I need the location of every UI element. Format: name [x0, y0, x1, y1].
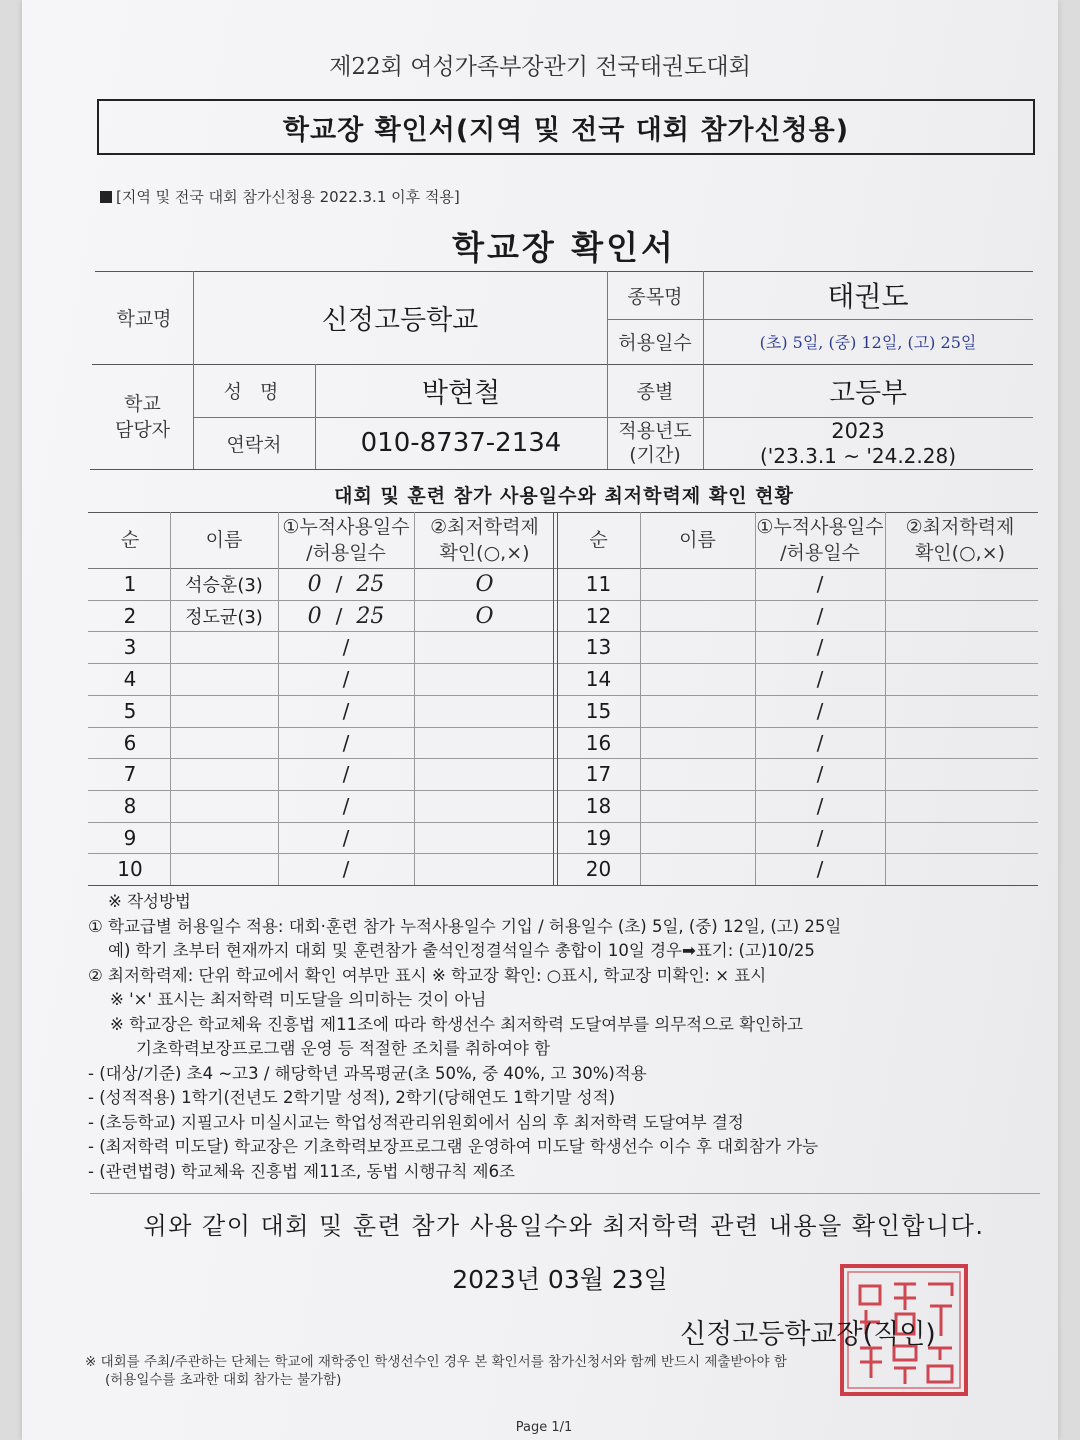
row-name: [640, 822, 755, 854]
header-check: ②최저학력제 확인(○,×): [905, 516, 1015, 564]
seal-label: (직인): [862, 1319, 936, 1350]
allowed-days-label: 허용일수: [618, 332, 692, 354]
manager-name-value: 박현철: [421, 378, 501, 409]
row-days: /: [816, 794, 824, 818]
row-check: [414, 790, 555, 822]
form-title: 학교장 확인서(지역 및 전국 대회 참가신청용): [282, 114, 850, 146]
row-seq: 14: [585, 667, 612, 691]
slash-separator: /: [342, 635, 350, 659]
slash-separator: /: [342, 762, 350, 786]
row-seq: 19: [585, 826, 612, 850]
row-seq: 6: [123, 731, 137, 755]
notice-text: [지역 및 전국 대회 참가신청용 2022.3.1 이후 적용]: [116, 188, 460, 206]
table-rule: [88, 885, 1038, 886]
principal-name: 신정고등학교장: [680, 1319, 863, 1350]
row-name: [640, 600, 755, 632]
row-check: [885, 758, 1035, 790]
header-name: 이름: [679, 529, 716, 551]
row-check: [414, 758, 555, 790]
row-name: [170, 790, 278, 822]
row-seq: 3: [123, 635, 137, 659]
square-bullet-icon: [100, 191, 112, 203]
slash-separator: /: [342, 857, 350, 881]
row-check: [414, 822, 555, 854]
row-seq: 17: [585, 762, 612, 786]
header-days: ①누적사용일수 /허용일수: [282, 516, 410, 564]
row-name: [170, 758, 278, 790]
header-name: 이름: [205, 529, 243, 551]
row-seq: 11: [585, 572, 612, 596]
division-value: 고등부: [828, 378, 908, 409]
note-line: 기초학력보장프로그램 운영 등 적절한 조치를 취하여야 함: [136, 1039, 551, 1058]
slash-separator: /: [342, 731, 350, 755]
allowed-days: 25: [356, 603, 385, 629]
row-check: [885, 600, 1035, 632]
used-days: 0: [307, 571, 322, 597]
header-check: ②최저학력제 확인(○,×): [430, 516, 539, 564]
main-title: 학교장 확인서: [452, 228, 676, 267]
note-line: ① 학교급별 허용일수 적용: 대회·훈련 참가 누적사용일수 기입 / 허용일수 (초) 5일, (중) 12일, (고) 25일: [88, 916, 842, 936]
row-days: /: [816, 762, 824, 786]
header-seq: 순: [120, 529, 140, 551]
row-days: [278, 663, 414, 695]
row-seq: 4: [123, 667, 137, 691]
row-check: [885, 631, 1035, 663]
event-value: 태권도: [827, 280, 909, 313]
contact-value: 010-8737-2134: [360, 428, 562, 458]
row-days: /: [816, 857, 824, 881]
period-value: ('23.3.1 ~ '24.2.28): [759, 444, 957, 468]
row-check: [414, 663, 555, 695]
row-days: [278, 568, 414, 600]
slash-separator: /: [342, 699, 350, 723]
row-name: [170, 727, 278, 759]
note-line: - (관련법령) 학교체육 진흥법 제11조, 동법 시행규칙 제6조: [88, 1161, 515, 1181]
row-seq: 15: [585, 699, 612, 723]
footer-line: (허용일수를 초과한 대회 참가는 불가함): [105, 1372, 342, 1388]
row-name: [640, 727, 755, 759]
row-seq: 18: [585, 794, 612, 818]
row-seq: 8: [123, 794, 137, 818]
row-check: [885, 853, 1035, 885]
slash-separator: /: [342, 794, 350, 818]
divider: [90, 1193, 1040, 1194]
manager-label: 학교 담당자: [114, 392, 171, 441]
note-line: - (대상/기준) 초4 ~고3 / 해당학년 과목평균(초 50%, 중 40%, 고 30%)적용: [88, 1063, 647, 1083]
row-check: [885, 822, 1035, 854]
row-days: /: [816, 731, 824, 755]
note-line: - (최저학력 미도달) 학교장은 기초학력보장프로그램 운영하여 미도달 학생선수 이수 후 대회참가 가능: [88, 1137, 819, 1156]
row-days: /: [816, 635, 824, 659]
writing-instructions: [88, 890, 1038, 1184]
header-seq: 순: [589, 529, 608, 551]
row-days: /: [816, 572, 824, 596]
row-name: [640, 568, 755, 600]
row-name: [640, 790, 755, 822]
row-days: [278, 631, 414, 663]
principal-signature: [680, 1312, 936, 1351]
signing-date: 2023년 03월 23일: [452, 1265, 668, 1294]
page-number: Page 1/1: [515, 1420, 573, 1435]
row-days: [278, 727, 414, 759]
row-check: O: [475, 571, 494, 597]
row-check: [885, 568, 1035, 600]
row-seq: 9: [123, 826, 137, 850]
slash-separator: /: [342, 826, 350, 850]
row-days: [278, 790, 414, 822]
status-section-title: 대회 및 훈련 참가 사용일수와 최저학력제 확인 현황: [334, 485, 794, 507]
row-days: /: [816, 826, 824, 850]
notice-line: [100, 186, 460, 207]
note-line: 예) 학기 초부터 현재까지 대회 및 훈련참가 출석인정결석일수 총합이 10일 경우➡표기: (고)10/25: [108, 941, 815, 960]
row-seq: 10: [117, 857, 143, 881]
row-days: [278, 853, 414, 885]
row-days: [278, 600, 414, 632]
school-name-value: 신정고등학교: [321, 305, 479, 336]
year-cell: [703, 419, 1013, 469]
row-days: /: [816, 604, 824, 628]
name-label: 성 명: [223, 381, 285, 403]
year-label: 적용년도 (기간): [618, 420, 692, 466]
row-name: [170, 853, 278, 885]
row-name: [170, 631, 278, 663]
row-days: [278, 695, 414, 727]
slash-separator: /: [335, 604, 343, 628]
row-check: [414, 631, 555, 663]
row-name: [170, 663, 278, 695]
row-name: 석승훈(3): [185, 575, 263, 596]
row-days: [278, 822, 414, 854]
allowed-days-value: (초) 5일, (중) 12일, (고) 25일: [759, 333, 977, 352]
row-check: [885, 727, 1035, 759]
row-check: [414, 695, 555, 727]
row-check: [885, 790, 1035, 822]
used-days: 0: [307, 603, 322, 629]
row-check: [885, 663, 1035, 695]
note-line: ※ 학교장은 학교체육 진흥법 제11조에 따라 학생선수 최저학력 도달여부를 의무적으로 확인하고: [110, 1014, 803, 1034]
school-name-label: 학교명: [116, 308, 172, 330]
note-line: - (초등학교) 지필고사 미실시교는 학업성적관리위원회에서 심의 후 최저학력 도달여부 결정: [88, 1112, 744, 1132]
row-seq: 13: [585, 635, 612, 659]
row-seq: 2: [123, 604, 137, 628]
row-seq: 7: [123, 762, 137, 786]
event-title: 제22회 여성가족부장관기 전국태권도대회: [329, 54, 751, 80]
allowed-days: 25: [356, 571, 385, 597]
row-name: [640, 758, 755, 790]
row-name: [640, 663, 755, 695]
footer-line: ※ 대회를 주최/주관하는 단체는 학교에 재학중인 학생선수인 경우 본 확인서를 참가신청서와 함께 반드시 제출받아야 함: [85, 1354, 787, 1370]
division-label: 종별: [636, 381, 674, 403]
contact-label: 연락처: [226, 433, 282, 456]
row-days: /: [816, 667, 824, 691]
row-seq: 16: [585, 731, 612, 755]
slash-separator: /: [335, 572, 343, 596]
footer-note: [85, 1353, 1045, 1389]
row-days: [278, 758, 414, 790]
row-check: [414, 727, 555, 759]
note-line: - (성적적용) 1학기(전년도 2학기말 성적), 2학기(당해연도 1학기말 성적): [88, 1088, 616, 1107]
year-value: 2023: [831, 419, 885, 443]
notes-heading: ※ 작성방법: [108, 892, 191, 911]
event-label: 종목명: [627, 285, 683, 308]
row-name: 정도균(3): [185, 607, 263, 628]
row-check: [414, 853, 555, 885]
row-seq: 5: [123, 699, 137, 723]
row-check: [885, 695, 1035, 727]
row-name: [640, 631, 755, 663]
note-line: ※ '×' 표시는 최저학력 미도달을 의미하는 것이 아님: [110, 990, 487, 1009]
row-name: [640, 695, 755, 727]
slash-separator: /: [342, 667, 350, 691]
row-seq: 12: [585, 604, 612, 628]
row-name: [640, 853, 755, 885]
form-title-box: [97, 99, 1035, 155]
header-days: ①누적사용일수 /허용일수: [756, 516, 884, 564]
confirmation-statement: 위와 같이 대회 및 훈련 참가 사용일수와 최저학력 관련 내용을 확인합니다.: [143, 1212, 985, 1240]
row-name: [170, 822, 278, 854]
row-days: /: [816, 699, 824, 723]
row-seq: 20: [585, 857, 612, 881]
row-seq: 1: [123, 572, 137, 596]
row-check: O: [475, 603, 494, 629]
note-line: ② 최저학력제: 단위 학교에서 확인 여부만 표시 ※ 학교장 확인: ○표시, 학교장 미확인: × 표시: [88, 965, 767, 985]
row-name: [170, 695, 278, 727]
